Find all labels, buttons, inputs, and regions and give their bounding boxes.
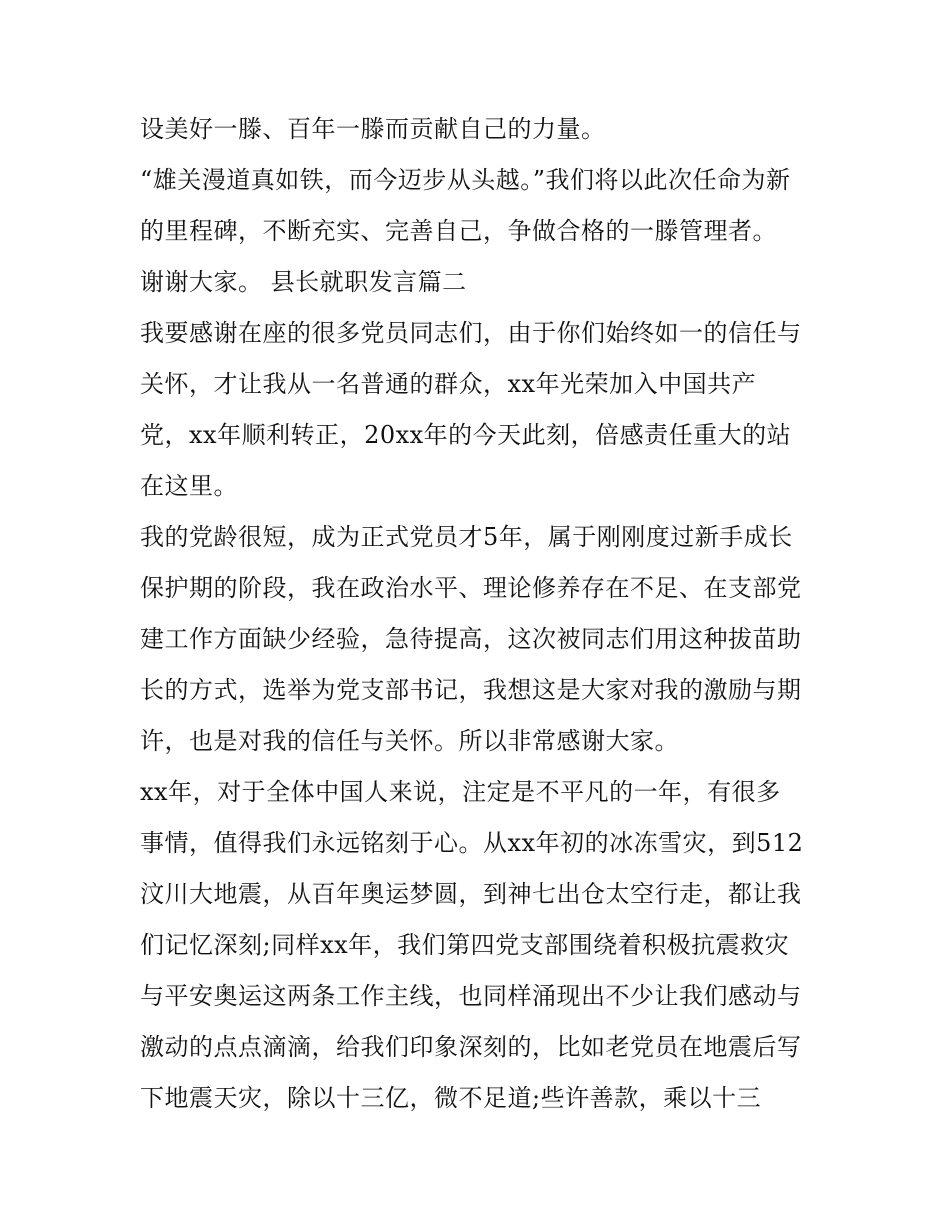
text-line: 设美好一滕、百年一滕而贡献自己的力量。 xyxy=(140,115,606,143)
text-line: 们记忆深刻;同样xx年，我们第四党支部围绕着积极抗震救灾 xyxy=(140,931,790,959)
text-line: 事情，值得我们永远铭刻于心。从xx年初的冰冻雪灾，到512 xyxy=(140,829,804,857)
text-line: 长的方式，选举为党支部书记，我想这是大家对我的激励与期 xyxy=(140,676,802,704)
text-line: 建工作方面缺少经验，急待提高，这次被同志们用这种拔苗助 xyxy=(140,625,802,653)
document-body xyxy=(140,104,830,1124)
text-line: 我要感谢在座的很多党员同志们，由于你们始终如一的信任与 xyxy=(140,319,802,347)
text-line: 许，也是对我的信任与关怀。所以非常感谢大家。 xyxy=(140,727,679,755)
text-line: “雄关漫道真如铁，而今迈步从头越。”我们将以此次任命为新 xyxy=(140,166,791,194)
text-line: xx年，对于全体中国人来说，注定是不平凡的一年，有很多 xyxy=(140,778,781,806)
text-line: 在这里。 xyxy=(140,472,238,500)
text-line: 的里程碑，不断充实、完善自己，争做合格的一滕管理者。 xyxy=(140,217,777,245)
text-line: 我的党龄很短，成为正式党员才5年，属于刚刚度过新手成长 xyxy=(140,523,793,551)
section-heading-line: 谢谢大家。 县长就职发言篇二 xyxy=(140,268,467,296)
text-line: 激动的点点滴滴，给我们印象深刻的，比如老党员在地震后写 xyxy=(140,1033,802,1061)
text-line: 保护期的阶段，我在政治水平、理论修养存在不足、在支部党 xyxy=(140,574,802,602)
text-line: 关怀，才让我从一名普通的群众，xx年光荣加入中国共产 xyxy=(140,370,757,398)
text-line: 下地震天灾，除以十三亿，微不足道;些许善款，乘以十三 xyxy=(140,1084,762,1112)
text-line: 与平安奥运这两条工作主线，也同样涌现出不少让我们感动与 xyxy=(140,982,802,1010)
text-line: 党，xx年顺利转正，20xx年的今天此刻，倍感责任重大的站 xyxy=(140,421,792,449)
text-line: 汶川大地震，从百年奥运梦圆，到神七出仓太空行走，都让我 xyxy=(140,880,802,908)
